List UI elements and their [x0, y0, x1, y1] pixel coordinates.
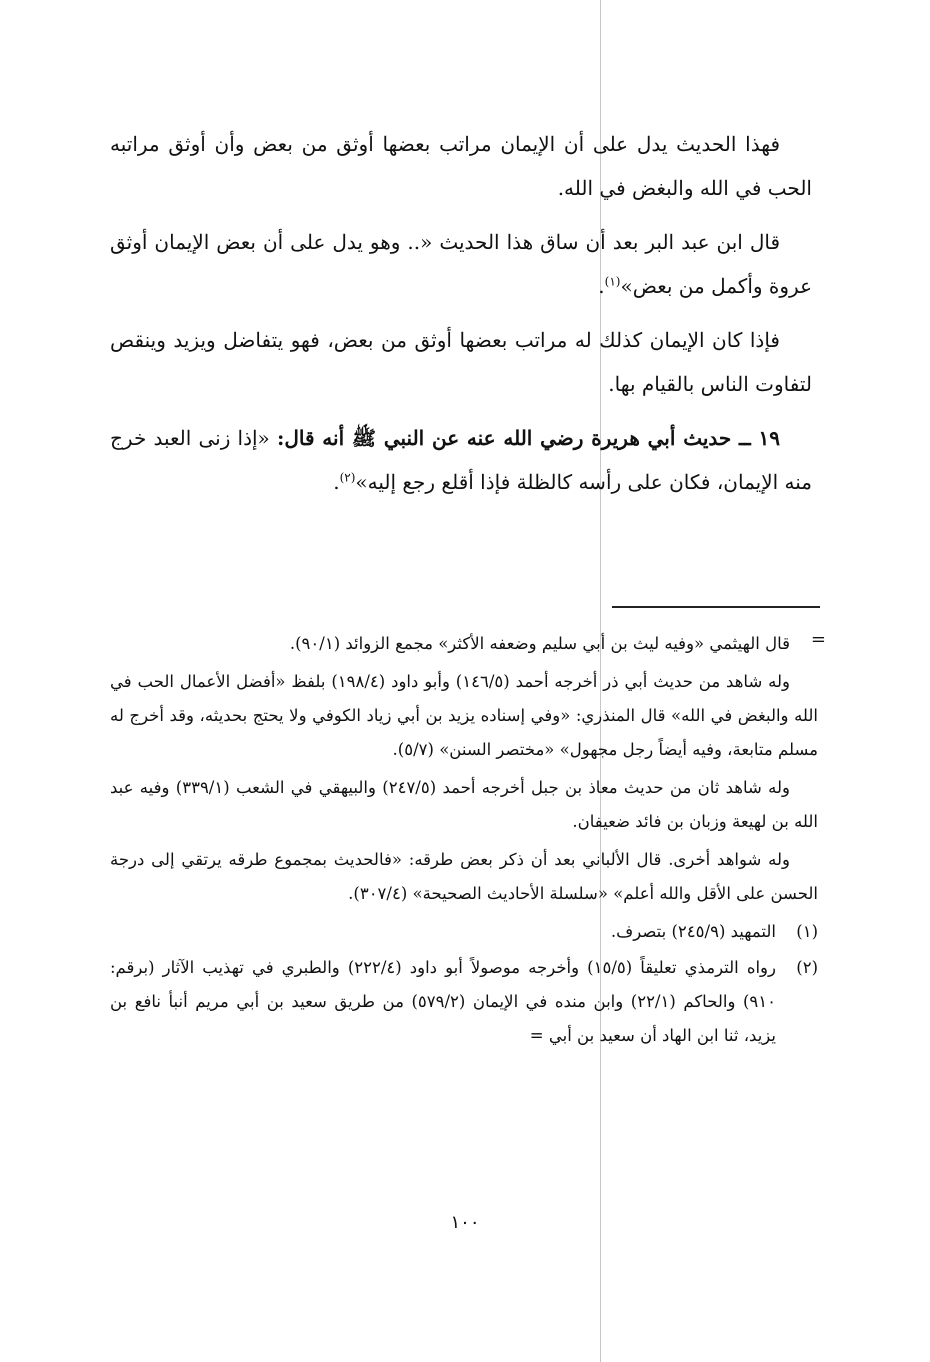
footnote-1 [110, 915, 818, 949]
page-number: ١٠٠ [450, 1212, 480, 1233]
footnote-separator [612, 606, 820, 608]
note-continued-3: وله شاهد ثان من حديث معاذ بن جبل أخرجه أحمد (٢٤٧/٥) والبيهقي في الشعب (٣٣٩/١) وفيه عبد الله بن لهيعة وزبان بن فائد ضعيفان. [110, 778, 818, 831]
main-text [110, 122, 812, 514]
paragraph-2-end: . [598, 274, 605, 298]
hadith-heading: ١٩ ــ حديث أبي هريرة رضي الله عنه عن النبي ﷺ أنه قال: [276, 426, 780, 450]
footnote-1-text: التمهيد (٢٤٥/٩) بتصرف. [610, 922, 776, 941]
hadith-end: . [333, 470, 340, 494]
footnote-2 [110, 951, 818, 1053]
footnote-ref-2: (٢) [339, 470, 356, 485]
footnote-2-text: رواه الترمذي تعليقاً (١٥/٥) وأخرجه موصولاً أبو داود (٢٢٢/٤) والطبري في تهذيب الآثار (برقم: ٩١٠) والحاكم (٢٢/١) وابن منده في الإيمان (٥٧٩/٢) من طريق سعيد بن أبي مريم أنبأ نافع بن يزيد، ثنا ابن الهاد أن سعيد بن أبي = [110, 958, 776, 1045]
footnote-2-number: (٢) [796, 958, 818, 977]
paragraph-2-text: قال ابن عبد البر بعد أن ساق هذا الحديث «.. وهو يدل على أن بعض الإيمان أوثق عروة وأكمل من بعض» [110, 230, 812, 298]
footnote-ref-1: (١) [604, 274, 621, 289]
note-continued-1: قال الهيثمي «وفيه ليث بن أبي سليم وضعفه الأكثر» مجمع الزوائد (٩٠/١). [289, 634, 790, 653]
hadith-19 [110, 416, 812, 504]
continuation-mark: = [810, 629, 826, 650]
note-continued-4: وله شواهد أخرى. قال الألباني بعد أن ذكر بعض طرقه: «فالحديث بمجموع طرقه يرتقي إلى درجة الحسن على الأقل والله أعلم» «سلسلة الأحاديث الصحيحة» (٣٠٧/٤). [110, 850, 818, 903]
footnotes-area [110, 627, 818, 1055]
note-continued-2: وله شاهد من حديث أبي ذر أخرجه أحمد (١٤٦/٥) وأبو داود (١٩٨/٤) بلفظ «أفضل الأعمال الحب في الله والبغض في الله» قال المنذري: «وفي إسناده يزيد بن أبي زياد الكوفي ولا يحتج بحديثه، وقد أخرج له مسلم متابعة، وفيه أيضاً رجل مجهول» «مختصر السنن» (٥/٧). [110, 672, 818, 759]
hadith-text: «إذا زنى العبد خرج منه الإيمان، فكان على رأسه كالظلة فإذا أقلع رجع إليه» [110, 426, 812, 494]
paragraph-2 [110, 220, 812, 308]
footnote-1-number: (١) [796, 922, 818, 941]
paragraph-1: فهذا الحديث يدل على أن الإيمان مراتب بعضها أوثق من بعض وأن أوثق مراتبه الحب في الله والبغض في الله. [110, 132, 812, 200]
paragraph-3: فإذا كان الإيمان كذلك له مراتب بعضها أوثق من بعض، فهو يتفاضل ويزيد وينقص لتفاوت الناس بالقيام بها. [110, 328, 812, 396]
